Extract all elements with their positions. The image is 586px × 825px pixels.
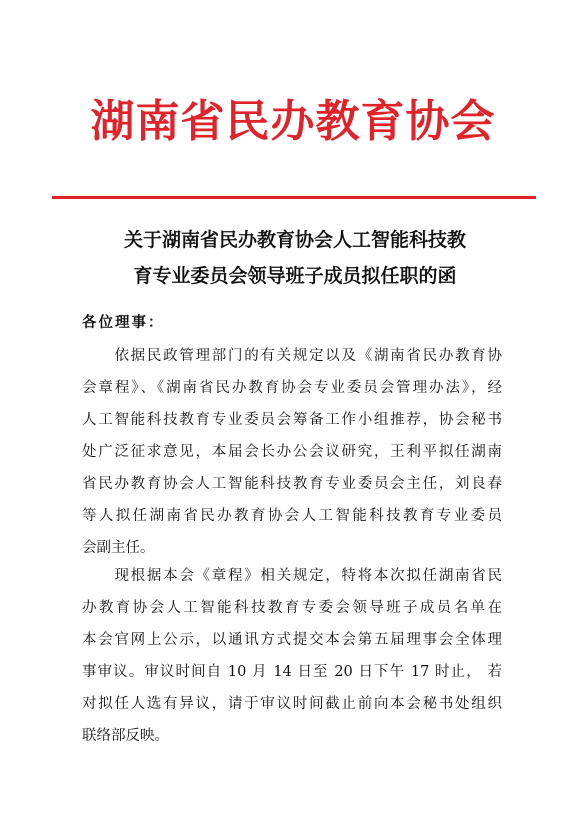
paragraph-line: 依据民政管理部门的有关规定以及《湖南省民办教育协 [82, 348, 502, 364]
paragraph-line: 事审议。审议时间自 10 月 14 日至 20 日下午 17 时止， 若 [82, 664, 502, 680]
paragraph-line: 人工智能科技教育专业委员会筹备工作小组推荐，协会秘书 [82, 412, 502, 428]
document-title-line: 育专业委员会领导班子成员拟任职的函 [133, 265, 457, 287]
paragraph-line: 省民办教育协会人工智能科技教育专业委员会主任，刘良春 [82, 476, 502, 492]
letterhead-org-name: 湖南省民办教育协会 [90, 96, 496, 147]
paragraph-line: 本会官网上公示，以通讯方式提交本会第五届理事会全体理 [82, 632, 502, 648]
document-title-line: 关于湖南省民办教育协会人工智能科技教 [123, 229, 466, 251]
paragraph-line: 对拟任人选有异议，请于审议时间截止前向本会秘书处组织 [82, 696, 502, 712]
paragraph-line: 联络部反映。 [82, 728, 169, 744]
paragraph-line: 等人拟任湖南省民办教育协会人工智能科技教育专业委员 [82, 508, 502, 524]
document-title [60, 222, 530, 294]
paragraph-line: 办教育协会人工智能科技教育专委会领导班子成员名单在 [82, 600, 502, 616]
letterhead-red-rule [52, 196, 536, 199]
paragraph-line: 处广泛征求意见，本届会长办公会议研究，王利平拟任湖南 [82, 444, 502, 460]
paragraph-1 [82, 340, 502, 564]
paragraph-line: 会副主任。 [82, 540, 155, 556]
paragraph-line: 会章程》、《湖南省民办教育协会专业委员会管理办法》，经 [82, 380, 502, 396]
paragraph-line: 现根据本会《章程》相关规定，特将本次拟任湖南省民 [82, 568, 502, 584]
salutation: 各位理事： [82, 315, 165, 331]
paragraph-2 [82, 560, 502, 752]
